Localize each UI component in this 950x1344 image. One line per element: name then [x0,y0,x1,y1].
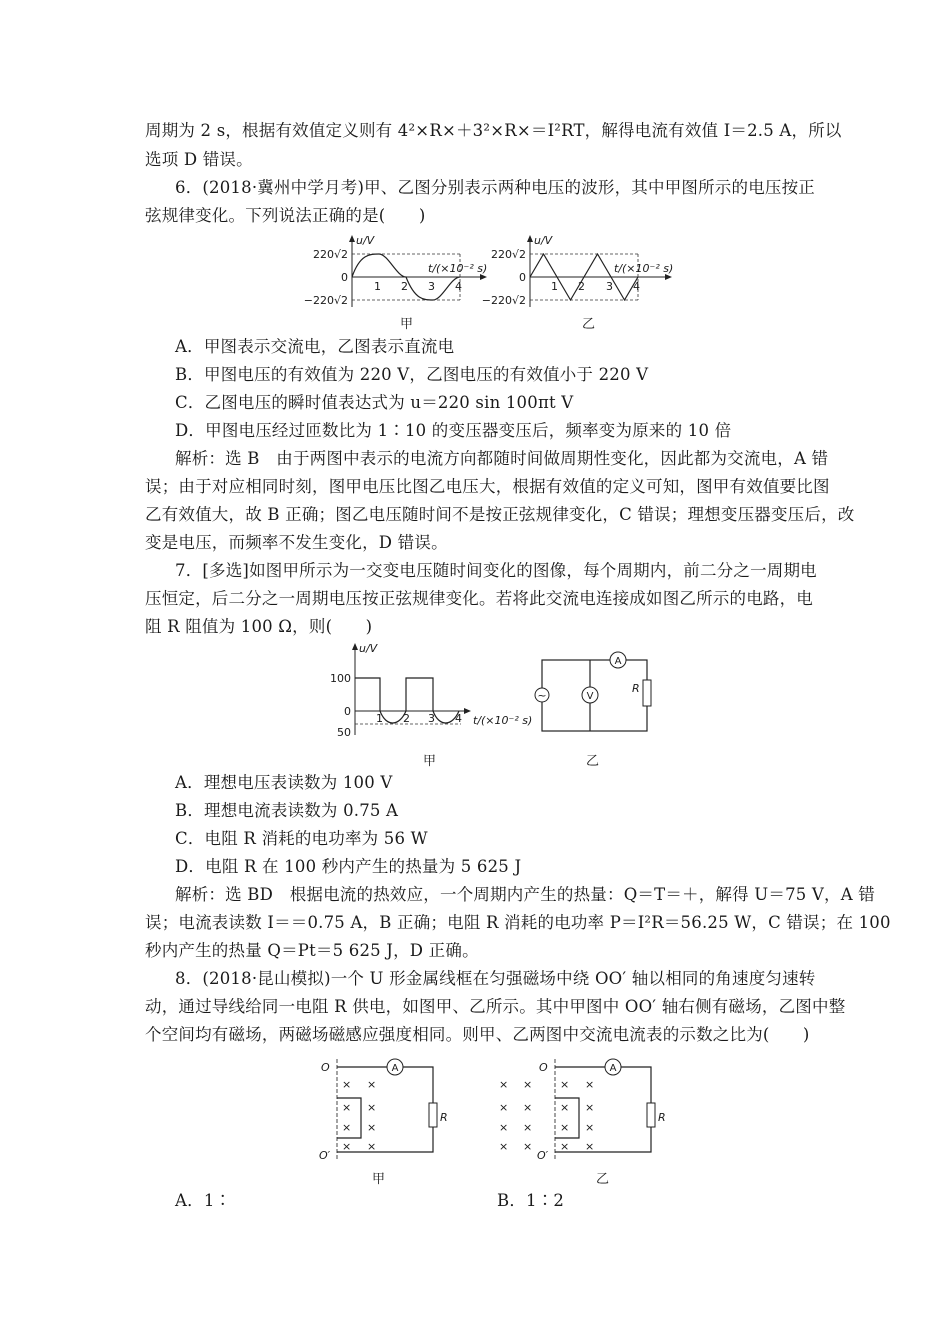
x-tick-4: 4 [455,712,462,725]
text-line: 误；电流表读数 I＝＝0.75 A，B 正确；电阻 R 消耗的电功率 P＝I²R＝56.25 W，C 错误；在 100 [145,913,891,932]
y-axis-label: u/V [534,234,553,247]
x-tick-1: 1 [374,280,381,293]
field-mark: × [342,1078,352,1091]
x-tick-3: 3 [428,712,435,725]
option-d-6: D．甲图电压经过匝数比为 1∶10 的变压器变压后，频率变为原来的 10 倍 [175,421,732,440]
y-tick-zero: 0 [519,271,526,284]
field-mark: × [523,1121,533,1134]
figure-8 [315,1055,685,1165]
y-tick-min: −220√2 [303,294,348,307]
text-line: 乙有效值大，故 B 正确；图乙电压随时间不是按正弦规律变化，C 错误；理想变压器变压后，改 [145,505,855,524]
field-mark: × [560,1101,570,1114]
y-tick-max: 220√2 [490,248,526,261]
ammeter-label: A [609,1063,617,1074]
resistor-label: R [440,1111,448,1124]
option-a-7: A．理想电压表读数为 100 V [175,773,393,792]
ammeter-label: A [391,1063,399,1074]
x-axis-label: t/(×10⁻² s) [428,262,488,275]
axis-o-top: O [321,1061,330,1074]
y-tick-100: 100 [330,672,351,685]
text-line: 周期为 2 s，根据有效值定义则有 4²×R×＋3²×R×＝I²RT，解得电流有效值 I＝2.5 A，所以 [145,121,842,140]
analysis-6: 解析：选 B 由于两图中表示的电流方向都随时间做周期性变化，因此都为交流电，A 错 [175,449,829,468]
field-mark: × [499,1121,509,1134]
figure-7 [325,640,685,740]
text-line: 个空间均有磁场，两磁场磁感应强度相同。则甲、乙两图中交流电流表的示数之比为( ) [145,1025,810,1044]
option-a-6: A．甲图表示交流电，乙图表示直流电 [175,337,455,356]
y-tick-zero: 0 [344,705,351,718]
field-mark: × [367,1121,377,1134]
caption-yi: 乙 [582,317,596,332]
x-tick-1: 1 [376,712,383,725]
figure-6 [300,232,700,312]
field-mark: × [560,1078,570,1091]
axis-o-top: O [539,1061,548,1074]
y-tick-zero: 0 [341,271,348,284]
field-mark: × [367,1078,377,1091]
axis-o-bottom: O′ [537,1149,549,1162]
field-mark: × [342,1101,352,1114]
text-line: 选项 D 错误。 [145,150,253,169]
y-axis-label: u/V [356,234,375,247]
x-axis-label: t/(×10⁻² s) [473,714,533,727]
chart-jia-7 [330,642,532,739]
resistor-label: R [658,1111,666,1124]
option-c-6: C．乙图电压的瞬时值表达式为 u＝220 sin 100πt V [175,393,574,412]
option-d-7: D．电阻 R 在 100 秒内产生的热量为 5 625 J [175,857,522,876]
x-tick-4: 4 [455,280,462,293]
voltmeter-label: V [586,691,594,702]
ammeter-label: A [614,656,622,667]
analysis-7: 解析：选 BD 根据电流的热效应，一个周期内产生的热量：Q＝T＝＋，解得 U＝75 V，A 错 [175,885,875,904]
text-line: 压恒定，后二分之一周期电压按正弦规律变化。若将此交流电连接成如图乙所示的电路，电 [145,589,813,608]
circuit-jia-8 [319,1059,448,1162]
circuit-yi-7 [535,652,651,731]
caption-jia: 甲 [372,1172,386,1187]
field-mark: × [585,1101,595,1114]
caption-jia: 甲 [400,317,414,332]
field-mark: × [523,1140,533,1153]
text-line: 弦规律变化。下列说法正确的是( ) [145,206,426,225]
field-mark: × [342,1140,352,1153]
x-tick-2: 2 [578,280,585,293]
resistor-label: R [632,682,640,695]
y-axis-label: u/V [359,642,378,655]
caption-yi: 乙 [586,754,600,769]
field-mark: × [560,1121,570,1134]
y-tick-min: −220√2 [481,294,526,307]
y-tick-50: 50 [337,726,351,739]
field-mark: × [499,1140,509,1153]
question-8-stem: 8．(2018·昆山模拟)一个 U 形金属线框在匀强磁场中绕 OO′ 轴以相同的角速度匀速转 [175,969,816,988]
field-mark: × [585,1140,595,1153]
x-tick-3: 3 [606,280,613,293]
field-mark: × [523,1078,533,1091]
option-b-7: B．理想电流表读数为 0.75 A [175,801,399,820]
chart-yi-6 [482,234,674,307]
field-mark: × [499,1078,509,1091]
x-tick-4: 4 [633,280,640,293]
option-c-7: C．电阻 R 消耗的电功率为 56 W [175,829,428,848]
field-mark: × [560,1140,570,1153]
caption-jia: 甲 [423,754,437,769]
x-tick-3: 3 [428,280,435,293]
chart-jia-6 [304,234,488,307]
field-mark: × [367,1140,377,1153]
y-tick-max: 220√2 [312,248,348,261]
text-line: 变是电压，而频率不发生变化，D 错误。 [145,533,448,552]
ac-source-symbol: ~ [537,689,547,702]
x-axis-label: t/(×10⁻² s) [614,262,674,275]
caption-yi: 乙 [596,1172,610,1187]
field-mark: × [342,1121,352,1134]
option-a-8: A．1∶ [175,1191,232,1210]
x-tick-1: 1 [551,280,558,293]
field-mark: × [499,1101,509,1114]
x-tick-2: 2 [403,712,410,725]
text-line: 秒内产生的热量 Q＝Pt＝5 625 J，D 正确。 [145,941,479,960]
x-tick-2: 2 [401,280,408,293]
field-mark: × [585,1078,595,1091]
question-7-stem: 7．[多选]如图甲所示为一交变电压随时间变化的图像，每个周期内，前二分之一周期电 [175,561,817,580]
field-mark: × [367,1101,377,1114]
text-line: 动，通过导线给同一电阻 R 供电，如图甲、乙所示。其中甲图中 OO′ 轴右侧有磁场，乙图中整 [145,997,846,1016]
text-line: 误；由于对应相同时刻，图甲电压比图乙电压大，根据有效值的定义可知，图甲有效值要比图 [145,477,830,496]
option-b-6: B．甲图电压的有效值为 220 V，乙图电压的有效值小于 220 V [175,365,649,384]
question-6-stem: 6．(2018·冀州中学月考)甲、乙图分别表示两种电压的波形，其中甲图所示的电压按正 [175,178,816,197]
option-b-8: B．1∶2 [497,1191,565,1210]
field-mark: × [523,1101,533,1114]
circuit-yi-8 [499,1059,666,1162]
axis-o-bottom: O′ [319,1149,331,1162]
text-line: 阻 R 阻值为 100 Ω，则( ) [145,617,373,636]
field-mark: × [585,1121,595,1134]
